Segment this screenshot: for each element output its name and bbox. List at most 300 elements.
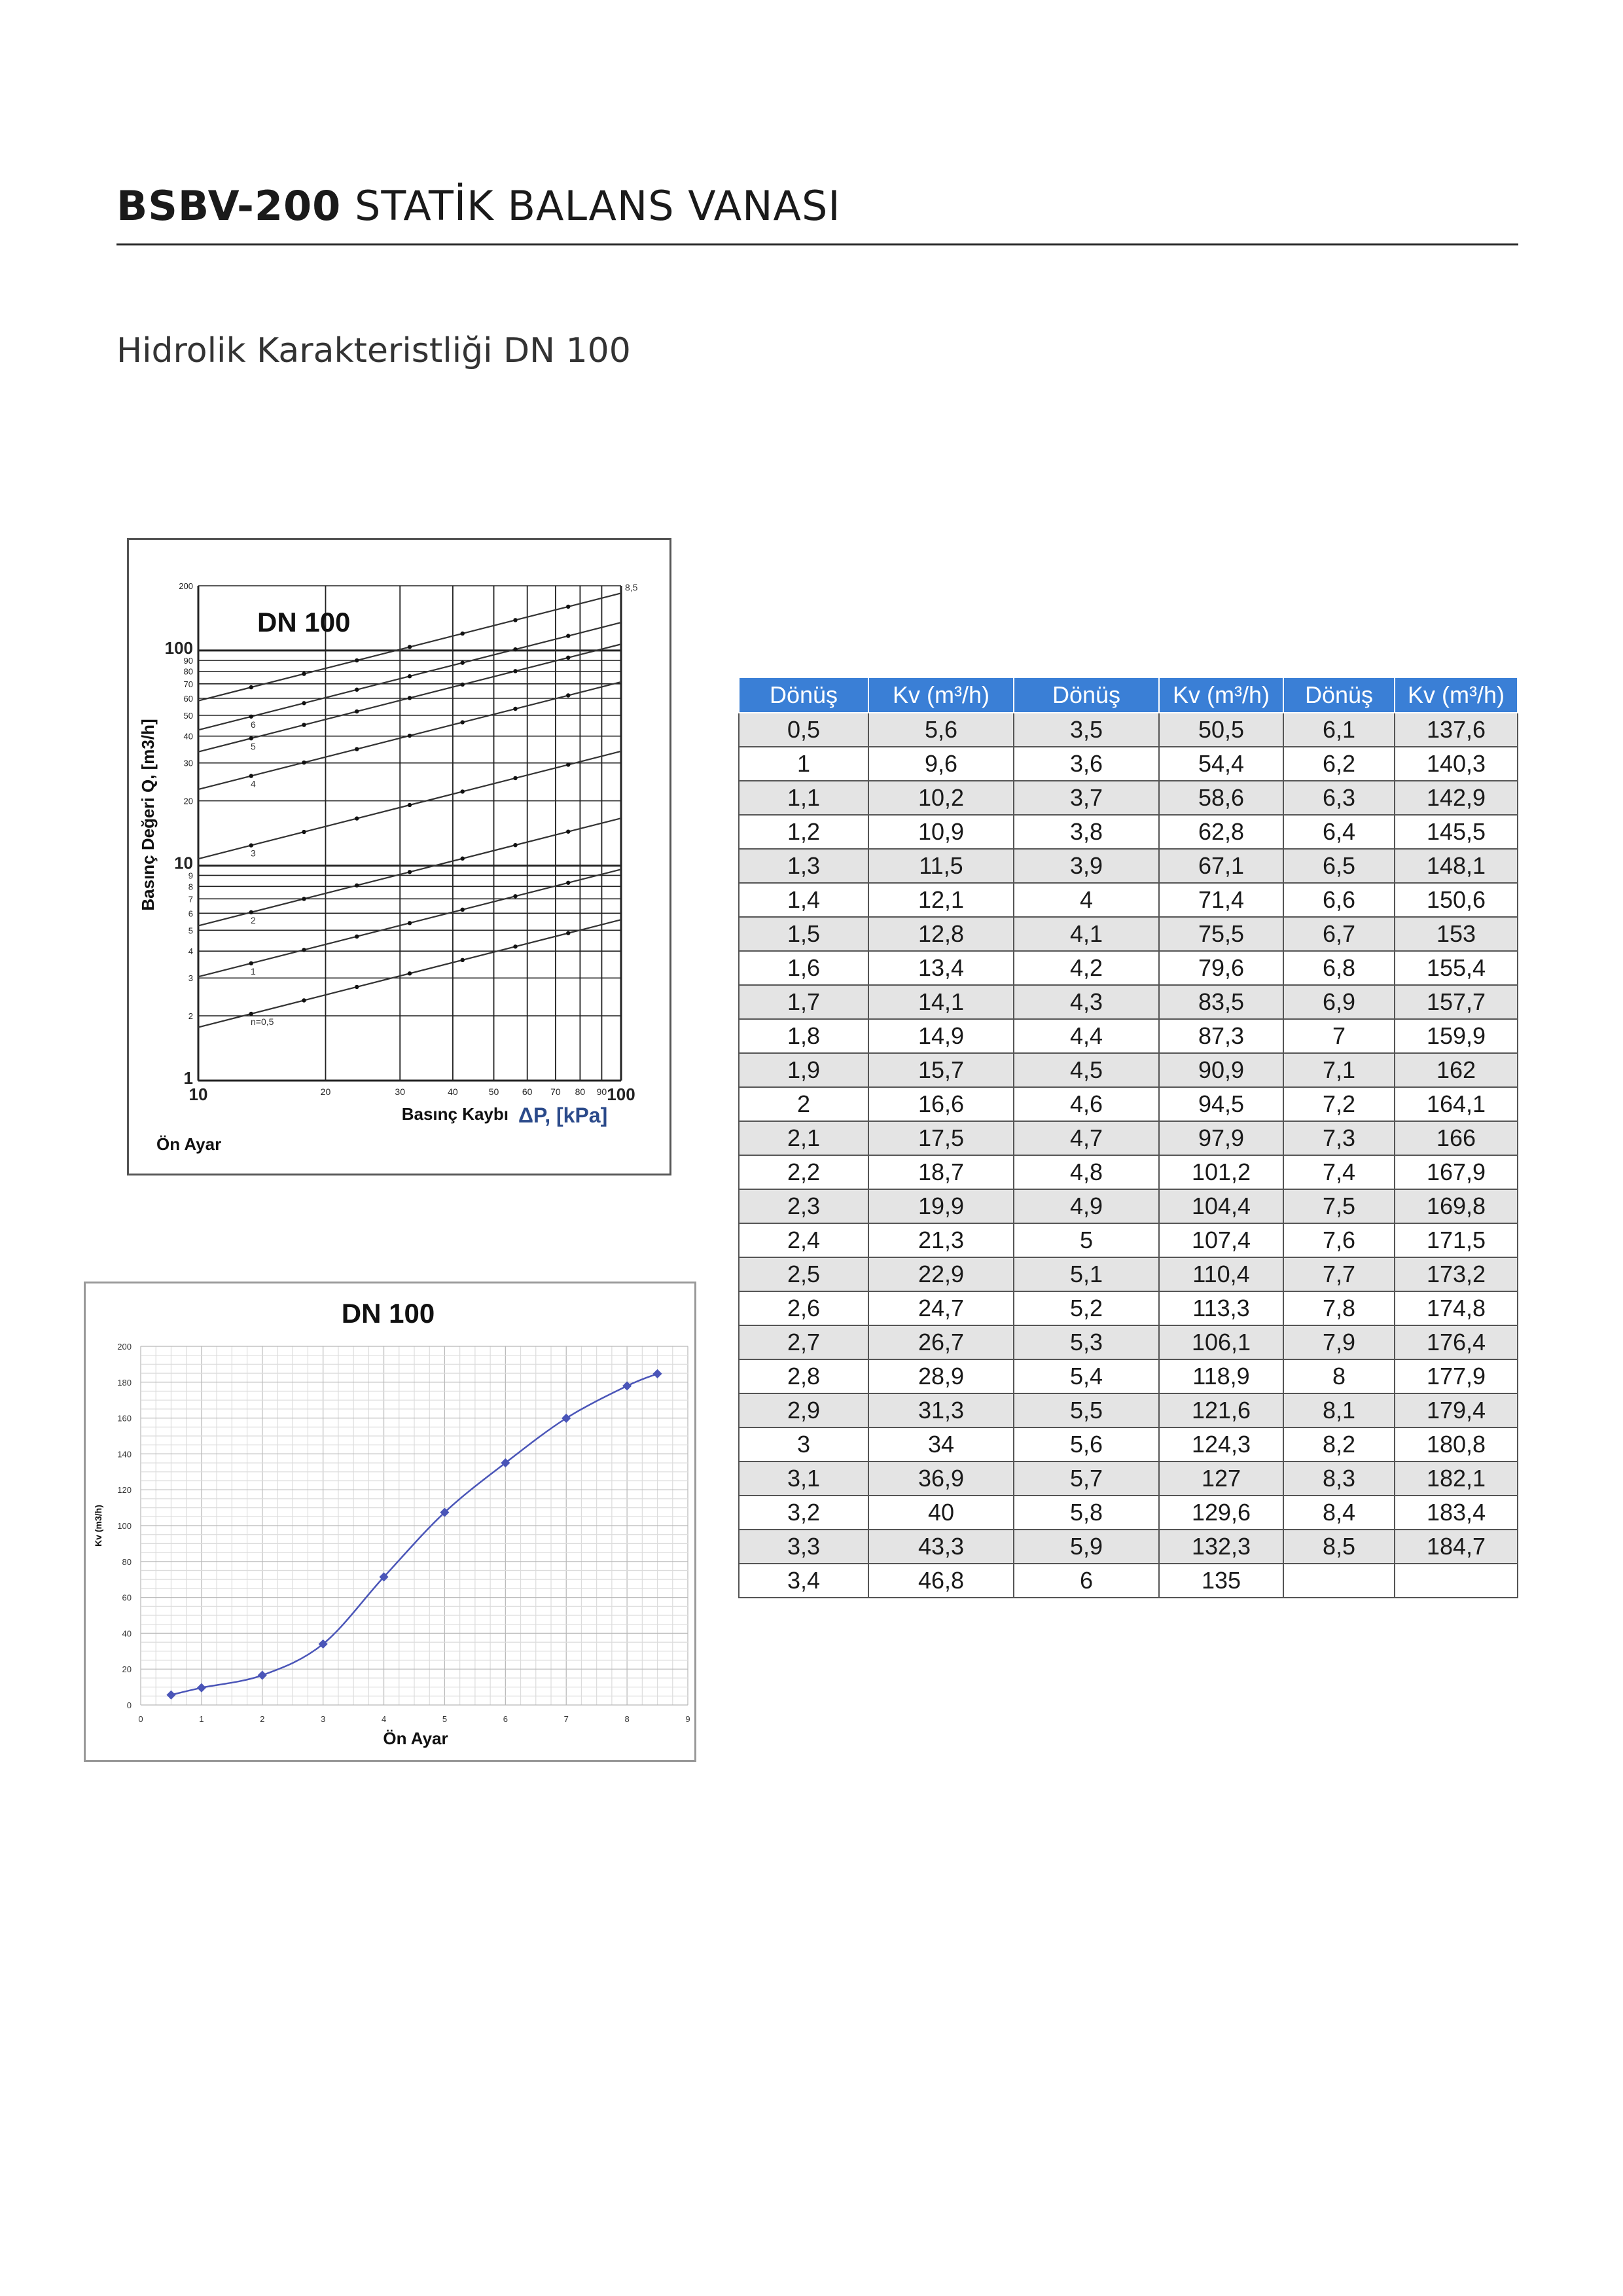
kv-table-row bbox=[739, 1121, 1518, 1155]
x-tick-label: 90 bbox=[596, 1086, 607, 1097]
kv-table-cell: 15,7 bbox=[868, 1053, 1014, 1087]
series-point bbox=[408, 696, 412, 700]
kv-table-cell: 4,2 bbox=[1014, 951, 1159, 985]
kv-table-cell: 6,8 bbox=[1283, 951, 1395, 985]
y-tick-label: 40 bbox=[122, 1628, 132, 1639]
kv-table-body bbox=[739, 713, 1518, 1598]
y-tick-label: 10 bbox=[174, 853, 193, 873]
kv-table-header bbox=[739, 677, 1518, 713]
kv-table-cell: 180,8 bbox=[1395, 1427, 1518, 1462]
kv-table-row bbox=[739, 1019, 1518, 1053]
kv-table-row bbox=[739, 1462, 1518, 1496]
kv-table-cell: 135 bbox=[1159, 1564, 1283, 1598]
x-tick-label: 3 bbox=[321, 1714, 326, 1724]
chart-title: DN 100 bbox=[341, 1298, 435, 1329]
kv-table-cell: 13,4 bbox=[868, 951, 1014, 985]
kv-table-cell: 140,3 bbox=[1395, 747, 1518, 781]
kv-table-cell: 153 bbox=[1395, 917, 1518, 951]
kv-table-cell: 164,1 bbox=[1395, 1087, 1518, 1121]
kv-table-row bbox=[739, 1223, 1518, 1257]
kv-table-cell: 5 bbox=[1014, 1223, 1159, 1257]
series-point bbox=[355, 985, 359, 989]
y-tick-label: 200 bbox=[117, 1342, 132, 1352]
kv-table-row bbox=[739, 951, 1518, 985]
kv-table-cell: 124,3 bbox=[1159, 1427, 1283, 1462]
series-point bbox=[461, 683, 465, 687]
y-tick-label: 4 bbox=[188, 946, 193, 957]
series-point bbox=[461, 720, 465, 724]
kv-table-cell: 2,9 bbox=[739, 1393, 868, 1427]
kv-table-cell: 2,5 bbox=[739, 1257, 868, 1291]
y-tick-label: 90 bbox=[183, 655, 193, 666]
kv-table-cell: 6,7 bbox=[1283, 917, 1395, 951]
kv-table-cell: 3,9 bbox=[1014, 849, 1159, 883]
kv-table-row bbox=[739, 1496, 1518, 1530]
kv-table-row bbox=[739, 815, 1518, 849]
kv-point bbox=[562, 1414, 571, 1423]
y-tick-label: 100 bbox=[117, 1521, 132, 1531]
kv-table-cell: 2,8 bbox=[739, 1359, 868, 1393]
series-point bbox=[355, 709, 359, 713]
kv-table-cell: 104,4 bbox=[1159, 1189, 1283, 1223]
kv-table-cell: 26,7 bbox=[868, 1325, 1014, 1359]
kv-table-cell: 36,9 bbox=[868, 1462, 1014, 1496]
kv-table-row bbox=[739, 1189, 1518, 1223]
kv-table-row bbox=[739, 1427, 1518, 1462]
kv-table-cell: 145,5 bbox=[1395, 815, 1518, 849]
kv-table-cell: 58,6 bbox=[1159, 781, 1283, 815]
kv-table-cell: 7,4 bbox=[1283, 1155, 1395, 1189]
series-point bbox=[408, 734, 412, 738]
kv-table-cell: 127 bbox=[1159, 1462, 1283, 1496]
kv-table-cell: 3,2 bbox=[739, 1496, 868, 1530]
kv-table-row bbox=[739, 1393, 1518, 1427]
kv-table-cell: 1,1 bbox=[739, 781, 868, 815]
x-tick-label: 10 bbox=[188, 1085, 208, 1104]
kv-setting-chart bbox=[86, 1283, 694, 1760]
series-point bbox=[461, 908, 465, 912]
kv-table-cell: 179,4 bbox=[1395, 1393, 1518, 1427]
kv-table-cell: 106,1 bbox=[1159, 1325, 1283, 1359]
series-point bbox=[513, 618, 517, 622]
series-label: n=0,5 bbox=[251, 1016, 274, 1028]
kv-table-cell: 7,5 bbox=[1283, 1189, 1395, 1223]
kv-table-header-cell: Dönüş bbox=[739, 677, 868, 713]
kv-table-cell: 171,5 bbox=[1395, 1223, 1518, 1257]
y-tick-label: 50 bbox=[183, 710, 193, 721]
kv-table-cell: 3,5 bbox=[1014, 713, 1159, 747]
kv-table-cell: 6,4 bbox=[1283, 815, 1395, 849]
y-tick-label: 100 bbox=[164, 637, 193, 658]
series-point bbox=[355, 688, 359, 692]
kv-table-cell: 4,7 bbox=[1014, 1121, 1159, 1155]
kv-table-cell: 4 bbox=[1014, 883, 1159, 917]
series-point bbox=[566, 605, 570, 609]
kv-table-cell: 176,4 bbox=[1395, 1325, 1518, 1359]
y-tick-label: 140 bbox=[117, 1449, 132, 1460]
kv-table-cell: 34 bbox=[868, 1427, 1014, 1462]
series-label: 6 bbox=[251, 719, 256, 730]
preset-label: Ön Ayar bbox=[156, 1134, 222, 1154]
kv-table-cell: 7,8 bbox=[1283, 1291, 1395, 1325]
kv-table-cell: 1,2 bbox=[739, 815, 868, 849]
kv-table-cell: 118,9 bbox=[1159, 1359, 1283, 1393]
kv-table-cell: 6,3 bbox=[1283, 781, 1395, 815]
series-label: 1 bbox=[251, 965, 256, 977]
kv-table-cell: 14,1 bbox=[868, 985, 1014, 1019]
y-tick-label: 120 bbox=[117, 1485, 132, 1496]
kv-table-cell: 5,7 bbox=[1014, 1462, 1159, 1496]
pressure-flow-chart-frame bbox=[127, 538, 671, 1175]
kv-table-row bbox=[739, 1530, 1518, 1564]
series-point bbox=[408, 971, 412, 975]
kv-table-cell: 28,9 bbox=[868, 1359, 1014, 1393]
kv-table-cell: 177,9 bbox=[1395, 1359, 1518, 1393]
series-point bbox=[513, 647, 517, 651]
x-tick-label: 8 bbox=[624, 1714, 630, 1724]
series-point bbox=[355, 884, 359, 888]
kv-table-cell: 2,1 bbox=[739, 1121, 868, 1155]
kv-table-cell: 11,5 bbox=[868, 849, 1014, 883]
kv-table-cell: 150,6 bbox=[1395, 883, 1518, 917]
kv-table-cell: 4,3 bbox=[1014, 985, 1159, 1019]
kv-table-cell: 167,9 bbox=[1395, 1155, 1518, 1189]
kv-table-cell: 137,6 bbox=[1395, 713, 1518, 747]
kv-table-cell: 54,4 bbox=[1159, 747, 1283, 781]
x-tick-label: 0 bbox=[138, 1714, 143, 1724]
y-tick-label: 6 bbox=[188, 908, 193, 919]
kv-table-cell: 1,6 bbox=[739, 951, 868, 985]
kv-table-cell: 6,5 bbox=[1283, 849, 1395, 883]
y-tick-label: 30 bbox=[183, 758, 193, 768]
x-axis-label: ΔP, [kPa] bbox=[518, 1103, 608, 1127]
series-point bbox=[302, 761, 306, 764]
series-label: 4 bbox=[251, 778, 256, 789]
kv-table-header-cell: Kv (m³/h) bbox=[868, 677, 1014, 713]
kv-table-cell: 43,3 bbox=[868, 1530, 1014, 1564]
y-tick-label: 70 bbox=[183, 679, 193, 689]
series-point bbox=[461, 958, 465, 962]
x-tick-label: 5 bbox=[442, 1714, 448, 1724]
y-tick-label: 3 bbox=[188, 973, 193, 984]
series-point bbox=[408, 674, 412, 678]
kv-table-cell: 14,9 bbox=[868, 1019, 1014, 1053]
kv-table-cell: 62,8 bbox=[1159, 815, 1283, 849]
kv-point bbox=[652, 1369, 662, 1378]
series-point bbox=[513, 776, 517, 780]
series-point bbox=[513, 894, 517, 898]
series-point bbox=[249, 1012, 253, 1016]
kv-table-cell: 16,6 bbox=[868, 1087, 1014, 1121]
kv-table-cell: 83,5 bbox=[1159, 985, 1283, 1019]
series-point bbox=[355, 935, 359, 939]
kv-table-cell: 8,3 bbox=[1283, 1462, 1395, 1496]
series-point bbox=[249, 961, 253, 965]
kv-table-cell: 18,7 bbox=[868, 1155, 1014, 1189]
kv-table-cell: 8,1 bbox=[1283, 1393, 1395, 1427]
series-point bbox=[302, 948, 306, 952]
kv-table-cell: 79,6 bbox=[1159, 951, 1283, 985]
kv-table-cell: 6,6 bbox=[1283, 883, 1395, 917]
series-point bbox=[355, 658, 359, 662]
series-point bbox=[302, 701, 306, 705]
x-tick-label: 20 bbox=[320, 1086, 331, 1097]
kv-table-cell: 1,5 bbox=[739, 917, 868, 951]
y-tick-label: 2 bbox=[188, 1011, 193, 1022]
kv-table-cell: 1,7 bbox=[739, 985, 868, 1019]
kv-table-cell: 97,9 bbox=[1159, 1121, 1283, 1155]
kv-table-cell: 3,6 bbox=[1014, 747, 1159, 781]
kv-table-row bbox=[739, 917, 1518, 951]
series-point bbox=[302, 672, 306, 675]
series-label: 3 bbox=[251, 848, 256, 859]
kv-table-cell: 8 bbox=[1283, 1359, 1395, 1393]
series-point bbox=[302, 998, 306, 1002]
y-tick-label: 1 bbox=[183, 1068, 193, 1088]
y-axis-label: Kv (m3/h) bbox=[93, 1505, 103, 1547]
kv-table-cell: 5,2 bbox=[1014, 1291, 1159, 1325]
x-tick-label: 80 bbox=[575, 1086, 586, 1097]
series-point bbox=[461, 632, 465, 636]
series-point bbox=[513, 944, 517, 948]
kv-table-row bbox=[739, 1257, 1518, 1291]
section-subtitle: Hidrolik Karakteristliği DN 100 bbox=[116, 331, 631, 370]
x-tick-label: 9 bbox=[685, 1714, 690, 1724]
x-tick-label: 70 bbox=[550, 1086, 561, 1097]
y-tick-label: 0 bbox=[126, 1700, 132, 1710]
kv-table-cell: 169,8 bbox=[1395, 1189, 1518, 1223]
series-point bbox=[513, 707, 517, 711]
kv-table-cell: 101,2 bbox=[1159, 1155, 1283, 1189]
kv-table-cell: 2,7 bbox=[739, 1325, 868, 1359]
kv-table-cell: 7,9 bbox=[1283, 1325, 1395, 1359]
x-tick-label: 7 bbox=[563, 1714, 569, 1724]
kv-table-row bbox=[739, 1053, 1518, 1087]
kv-table-cell: 8,4 bbox=[1283, 1496, 1395, 1530]
kv-table-cell: 24,7 bbox=[868, 1291, 1014, 1325]
y-tick-label: 80 bbox=[183, 666, 193, 677]
kv-setting-chart-frame bbox=[84, 1282, 696, 1762]
x-axis-label: Ön Ayar bbox=[383, 1729, 448, 1748]
y-tick-label: 20 bbox=[122, 1664, 132, 1675]
kv-point bbox=[166, 1691, 175, 1700]
series-point bbox=[355, 816, 359, 820]
kv-table-cell: 184,7 bbox=[1395, 1530, 1518, 1564]
series-point bbox=[249, 843, 253, 847]
kv-table-row bbox=[739, 1087, 1518, 1121]
kv-table-cell: 6,2 bbox=[1283, 747, 1395, 781]
kv-table-cell: 7,2 bbox=[1283, 1087, 1395, 1121]
kv-table-cell: 121,6 bbox=[1159, 1393, 1283, 1427]
y-tick-label: 20 bbox=[183, 796, 193, 806]
kv-table-cell: 3,3 bbox=[739, 1530, 868, 1564]
y-tick-label: 7 bbox=[188, 894, 193, 905]
kv-table-cell: 1,9 bbox=[739, 1053, 868, 1087]
kv-table-row bbox=[739, 747, 1518, 781]
series-point bbox=[249, 685, 253, 689]
series-label: 5 bbox=[251, 741, 256, 752]
kv-table-row bbox=[739, 1564, 1518, 1598]
page-title bbox=[116, 182, 841, 230]
x-tick-label: 2 bbox=[260, 1714, 265, 1724]
kv-table-cell: 5,4 bbox=[1014, 1359, 1159, 1393]
series-point bbox=[408, 870, 412, 874]
y-tick-label: 180 bbox=[117, 1377, 132, 1388]
kv-table-cell: 3,7 bbox=[1014, 781, 1159, 815]
kv-table-cell: 40 bbox=[868, 1496, 1014, 1530]
kv-table-cell: 0,5 bbox=[739, 713, 868, 747]
x-tick-label: 40 bbox=[448, 1086, 458, 1097]
series-point bbox=[408, 645, 412, 649]
kv-table-cell: 132,3 bbox=[1159, 1530, 1283, 1564]
kv-table-cell: 7,3 bbox=[1283, 1121, 1395, 1155]
kv-table-cell: 17,5 bbox=[868, 1121, 1014, 1155]
kv-table-cell: 4,9 bbox=[1014, 1189, 1159, 1223]
kv-table-cell: 129,6 bbox=[1159, 1496, 1283, 1530]
kv-table-header-cell: Dönüş bbox=[1283, 677, 1395, 713]
kv-table-cell: 12,8 bbox=[868, 917, 1014, 951]
kv-table-cell: 19,9 bbox=[868, 1189, 1014, 1223]
series-label: 2 bbox=[251, 915, 256, 926]
kv-table-cell: 8,2 bbox=[1283, 1427, 1395, 1462]
kv-table-cell: 6 bbox=[1014, 1564, 1159, 1598]
kv-table-cell bbox=[1283, 1564, 1395, 1598]
series-point bbox=[355, 747, 359, 751]
kv-table-cell: 7,6 bbox=[1283, 1223, 1395, 1257]
series-point bbox=[302, 830, 306, 834]
series-point bbox=[566, 693, 570, 697]
kv-table-cell: 157,7 bbox=[1395, 985, 1518, 1019]
x-axis-label-prefix: Basınç Kaybı bbox=[401, 1104, 508, 1124]
kv-table-cell: 3,4 bbox=[739, 1564, 868, 1598]
series-point bbox=[513, 669, 517, 673]
series-point bbox=[302, 897, 306, 901]
series-point bbox=[566, 881, 570, 885]
kv-table-cell: 8,5 bbox=[1283, 1530, 1395, 1564]
kv-table-row bbox=[739, 1155, 1518, 1189]
kv-table-cell: 5,6 bbox=[1014, 1427, 1159, 1462]
kv-table-cell: 75,5 bbox=[1159, 917, 1283, 951]
series-point bbox=[249, 715, 253, 719]
kv-table-cell: 142,9 bbox=[1395, 781, 1518, 815]
series-point bbox=[249, 910, 253, 914]
page-title-text: STATİK BALANS VANASI bbox=[341, 182, 841, 230]
series-point bbox=[566, 829, 570, 833]
kv-table-cell: 5,6 bbox=[868, 713, 1014, 747]
y-tick-label: 80 bbox=[122, 1556, 132, 1567]
y-tick-label: 8 bbox=[188, 882, 193, 892]
x-tick-label: 6 bbox=[503, 1714, 508, 1724]
kv-table-row bbox=[739, 781, 1518, 815]
kv-table-cell: 1,4 bbox=[739, 883, 868, 917]
kv-table-cell: 2,6 bbox=[739, 1291, 868, 1325]
kv-table-row bbox=[739, 1325, 1518, 1359]
kv-table-cell: 3 bbox=[739, 1427, 868, 1462]
kv-table-cell: 4,5 bbox=[1014, 1053, 1159, 1087]
series-point bbox=[408, 921, 412, 925]
y-tick-label: 200 bbox=[179, 581, 193, 591]
series-point bbox=[461, 660, 465, 664]
kv-table-cell: 5,3 bbox=[1014, 1325, 1159, 1359]
kv-table-cell: 5,1 bbox=[1014, 1257, 1159, 1291]
kv-table-cell: 159,9 bbox=[1395, 1019, 1518, 1053]
kv-table-cell: 173,2 bbox=[1395, 1257, 1518, 1291]
kv-table-cell: 4,1 bbox=[1014, 917, 1159, 951]
kv-table-cell: 183,4 bbox=[1395, 1496, 1518, 1530]
y-tick-label: 40 bbox=[183, 731, 193, 742]
kv-table-cell: 5,8 bbox=[1014, 1496, 1159, 1530]
kv-table-cell: 182,1 bbox=[1395, 1462, 1518, 1496]
kv-table-cell: 162 bbox=[1395, 1053, 1518, 1087]
series-point bbox=[249, 774, 253, 778]
series-point bbox=[408, 803, 412, 807]
kv-table-cell: 7,7 bbox=[1283, 1257, 1395, 1291]
kv-table-cell: 4,4 bbox=[1014, 1019, 1159, 1053]
series-point bbox=[249, 736, 253, 740]
kv-table-cell: 166 bbox=[1395, 1121, 1518, 1155]
kv-table-cell: 110,4 bbox=[1159, 1257, 1283, 1291]
kv-point bbox=[622, 1381, 632, 1390]
y-axis-label: Basınç Değeri Q, [m3/h] bbox=[138, 719, 158, 911]
kv-table-cell: 71,4 bbox=[1159, 883, 1283, 917]
kv-table-cell: 7,1 bbox=[1283, 1053, 1395, 1087]
kv-table-cell: 3,8 bbox=[1014, 815, 1159, 849]
kv-table-cell: 94,5 bbox=[1159, 1087, 1283, 1121]
kv-table-row bbox=[739, 713, 1518, 747]
kv-table-cell: 174,8 bbox=[1395, 1291, 1518, 1325]
x-tick-label: 100 bbox=[607, 1085, 635, 1104]
kv-table-cell: 7 bbox=[1283, 1019, 1395, 1053]
kv-table-cell: 9,6 bbox=[868, 747, 1014, 781]
kv-table-cell: 155,4 bbox=[1395, 951, 1518, 985]
title-divider bbox=[116, 243, 1518, 245]
kv-table-cell: 46,8 bbox=[868, 1564, 1014, 1598]
kv-table-cell: 5,9 bbox=[1014, 1530, 1159, 1564]
kv-table-row bbox=[739, 849, 1518, 883]
kv-table-row bbox=[739, 883, 1518, 917]
series-point bbox=[566, 634, 570, 637]
series-point bbox=[513, 843, 517, 847]
x-tick-label: 30 bbox=[395, 1086, 406, 1097]
kv-table-cell: 4,8 bbox=[1014, 1155, 1159, 1189]
kv-table-cell: 5,5 bbox=[1014, 1393, 1159, 1427]
y-tick-label: 5 bbox=[188, 925, 193, 936]
y-tick-label: 9 bbox=[188, 870, 193, 881]
y-tick-label: 160 bbox=[117, 1413, 132, 1424]
kv-table-cell: 4,6 bbox=[1014, 1087, 1159, 1121]
kv-table-cell: 3,1 bbox=[739, 1462, 868, 1496]
y-tick-label: 60 bbox=[183, 693, 193, 704]
kv-table bbox=[738, 677, 1518, 1598]
kv-table-row bbox=[739, 985, 1518, 1019]
series-point bbox=[461, 789, 465, 793]
kv-table-cell: 148,1 bbox=[1395, 849, 1518, 883]
kv-table-cell: 87,3 bbox=[1159, 1019, 1283, 1053]
y-tick-label: 60 bbox=[122, 1592, 132, 1603]
kv-table-cell: 2,2 bbox=[739, 1155, 868, 1189]
series-point bbox=[566, 762, 570, 766]
kv-table-cell: 107,4 bbox=[1159, 1223, 1283, 1257]
kv-table-cell: 10,9 bbox=[868, 815, 1014, 849]
kv-table-cell: 2,4 bbox=[739, 1223, 868, 1257]
kv-table-cell: 31,3 bbox=[868, 1393, 1014, 1427]
kv-table-cell: 12,1 bbox=[868, 883, 1014, 917]
kv-table-cell: 1,8 bbox=[739, 1019, 868, 1053]
kv-table-cell: 22,9 bbox=[868, 1257, 1014, 1291]
series-point bbox=[566, 931, 570, 935]
x-tick-label: 1 bbox=[199, 1714, 204, 1724]
kv-table-header-cell: Kv (m³/h) bbox=[1159, 677, 1283, 713]
